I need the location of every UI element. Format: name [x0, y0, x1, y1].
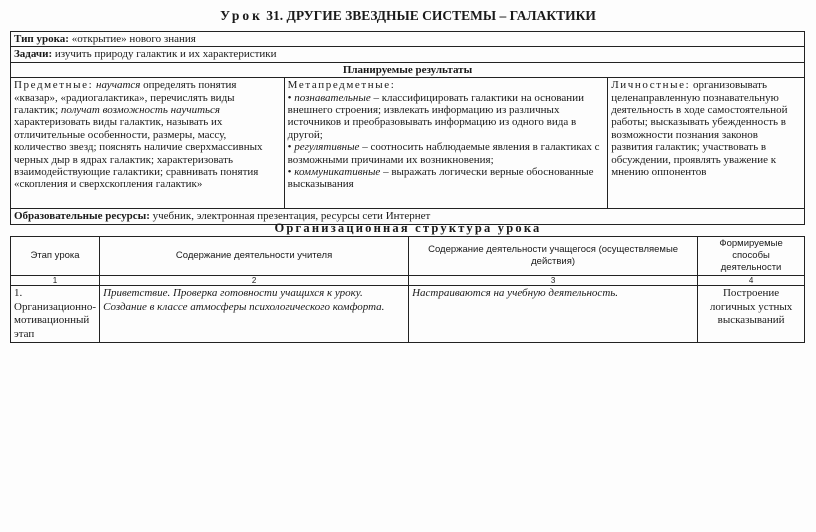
meta-item: • регулятивные – соотносить наблюдаемые явления в галактиках с возможными причинами их возникновения; [287, 141, 600, 166]
meta-item-text: – классифицировать галактики на основании внешнего строения; извлекать информацию из различных источников и преобразовывать информацию из одного вида в другой; [287, 91, 584, 141]
meta-item-kind: регулятивные [294, 141, 360, 154]
lesson-info-table [10, 31, 805, 225]
column-number: 4 [698, 276, 805, 286]
lesson-type-label: Тип урока: [14, 33, 69, 45]
meta-item: • познавательные – классифицировать галактики на основании внешнего строения; извлекать информацию из различных источников и преобразовывать информацию из одного вида в другой; [287, 91, 584, 141]
personal-results-cell [608, 78, 805, 209]
lesson-title [0, 8, 816, 24]
meta-item-text: – соотносить наблюдаемые явления в галактиках с возможными причинами их возникновения; [287, 141, 600, 166]
skills-cell: Построение логичных устных высказываний [698, 286, 805, 343]
resources-value: учебник, электронная презентация, ресурсы сети Интернет [149, 210, 431, 223]
meta-results-label: Метапредметные: [287, 79, 396, 92]
personal-results-label: Личностные: [611, 79, 691, 92]
meta-item: • коммуникативные – выражать логически верные обоснованные высказывания [287, 166, 594, 191]
subject-text-1: определять понятия «квазар», «радиогалактика», перечислять виды галактик; [14, 79, 237, 117]
resources-label: Образовательные ресурсы: [14, 210, 150, 223]
column-number: 3 [409, 276, 698, 286]
planned-results-heading: Планируемые результаты [11, 62, 805, 77]
meta-item-kind: коммуникативные [294, 166, 381, 179]
header-stage: Этап урока [11, 237, 100, 276]
lesson-type-row [11, 32, 805, 47]
header-skills: Формируемые способы деятельности [698, 237, 805, 276]
lesson-type-value: «открытие» нового знания [68, 33, 196, 45]
lesson-title-text: 31. ДРУГИЕ ЗВЕЗДНЫЕ СИСТЕМЫ – ГАЛАКТИКИ [262, 8, 596, 23]
teacher-activity-cell: Приветствие. Проверка готовности учащихся к уроку. Создание в классе атмосферы психологического комфорта. [100, 286, 409, 343]
column-number: 2 [100, 276, 409, 286]
structure-title: Организационная структура урока [274, 221, 542, 235]
student-activity-cell: Настраиваются на учебную деятельность. [409, 286, 698, 343]
header-student: Содержание деятельности учащегося (осуществляемые действия) [409, 237, 698, 276]
lesson-tasks-label: Задачи: [14, 48, 53, 61]
meta-results-cell [284, 78, 608, 209]
meta-item-text: – выражать логически верные обоснованные высказывания [287, 166, 594, 191]
meta-item-kind: познавательные [294, 91, 371, 104]
personal-results-text: организовывать целенаправленную познавательную деятельность в ходе самостоятельной работы; высказывать убежденность в возможности познания законов развития галактик; участвовать в обсуждении, проявлять уважение к мнению оппонентов [611, 79, 788, 179]
table-row [11, 286, 805, 343]
subject-results-cell [11, 78, 285, 209]
subject-text-2: характеризовать виды галактик, называть их отличительные особенности, размеры, массу, количество звезд; пояснять наличие сверхмассивных черных дыр в ядрах галактик; характеризовать взаимодействующие галактики; сравнивать понятия «скопления и сверхскопления галактик» [14, 116, 263, 191]
subject-chance-phrase: получат возможность научиться [60, 104, 221, 117]
stage-cell: 1. Организационно-мотивационный этап [11, 286, 100, 343]
subject-learn-word: научатся [96, 79, 141, 92]
lesson-title-word: Урок [220, 8, 263, 23]
structure-table [10, 236, 805, 343]
lesson-tasks-value: изучить природу галактик и их характеристики [52, 48, 277, 61]
subject-results-label: Предметные: [14, 79, 94, 92]
lesson-tasks-row [11, 47, 805, 62]
column-number: 1 [11, 276, 100, 286]
header-teacher: Содержание деятельности учителя [100, 237, 409, 276]
